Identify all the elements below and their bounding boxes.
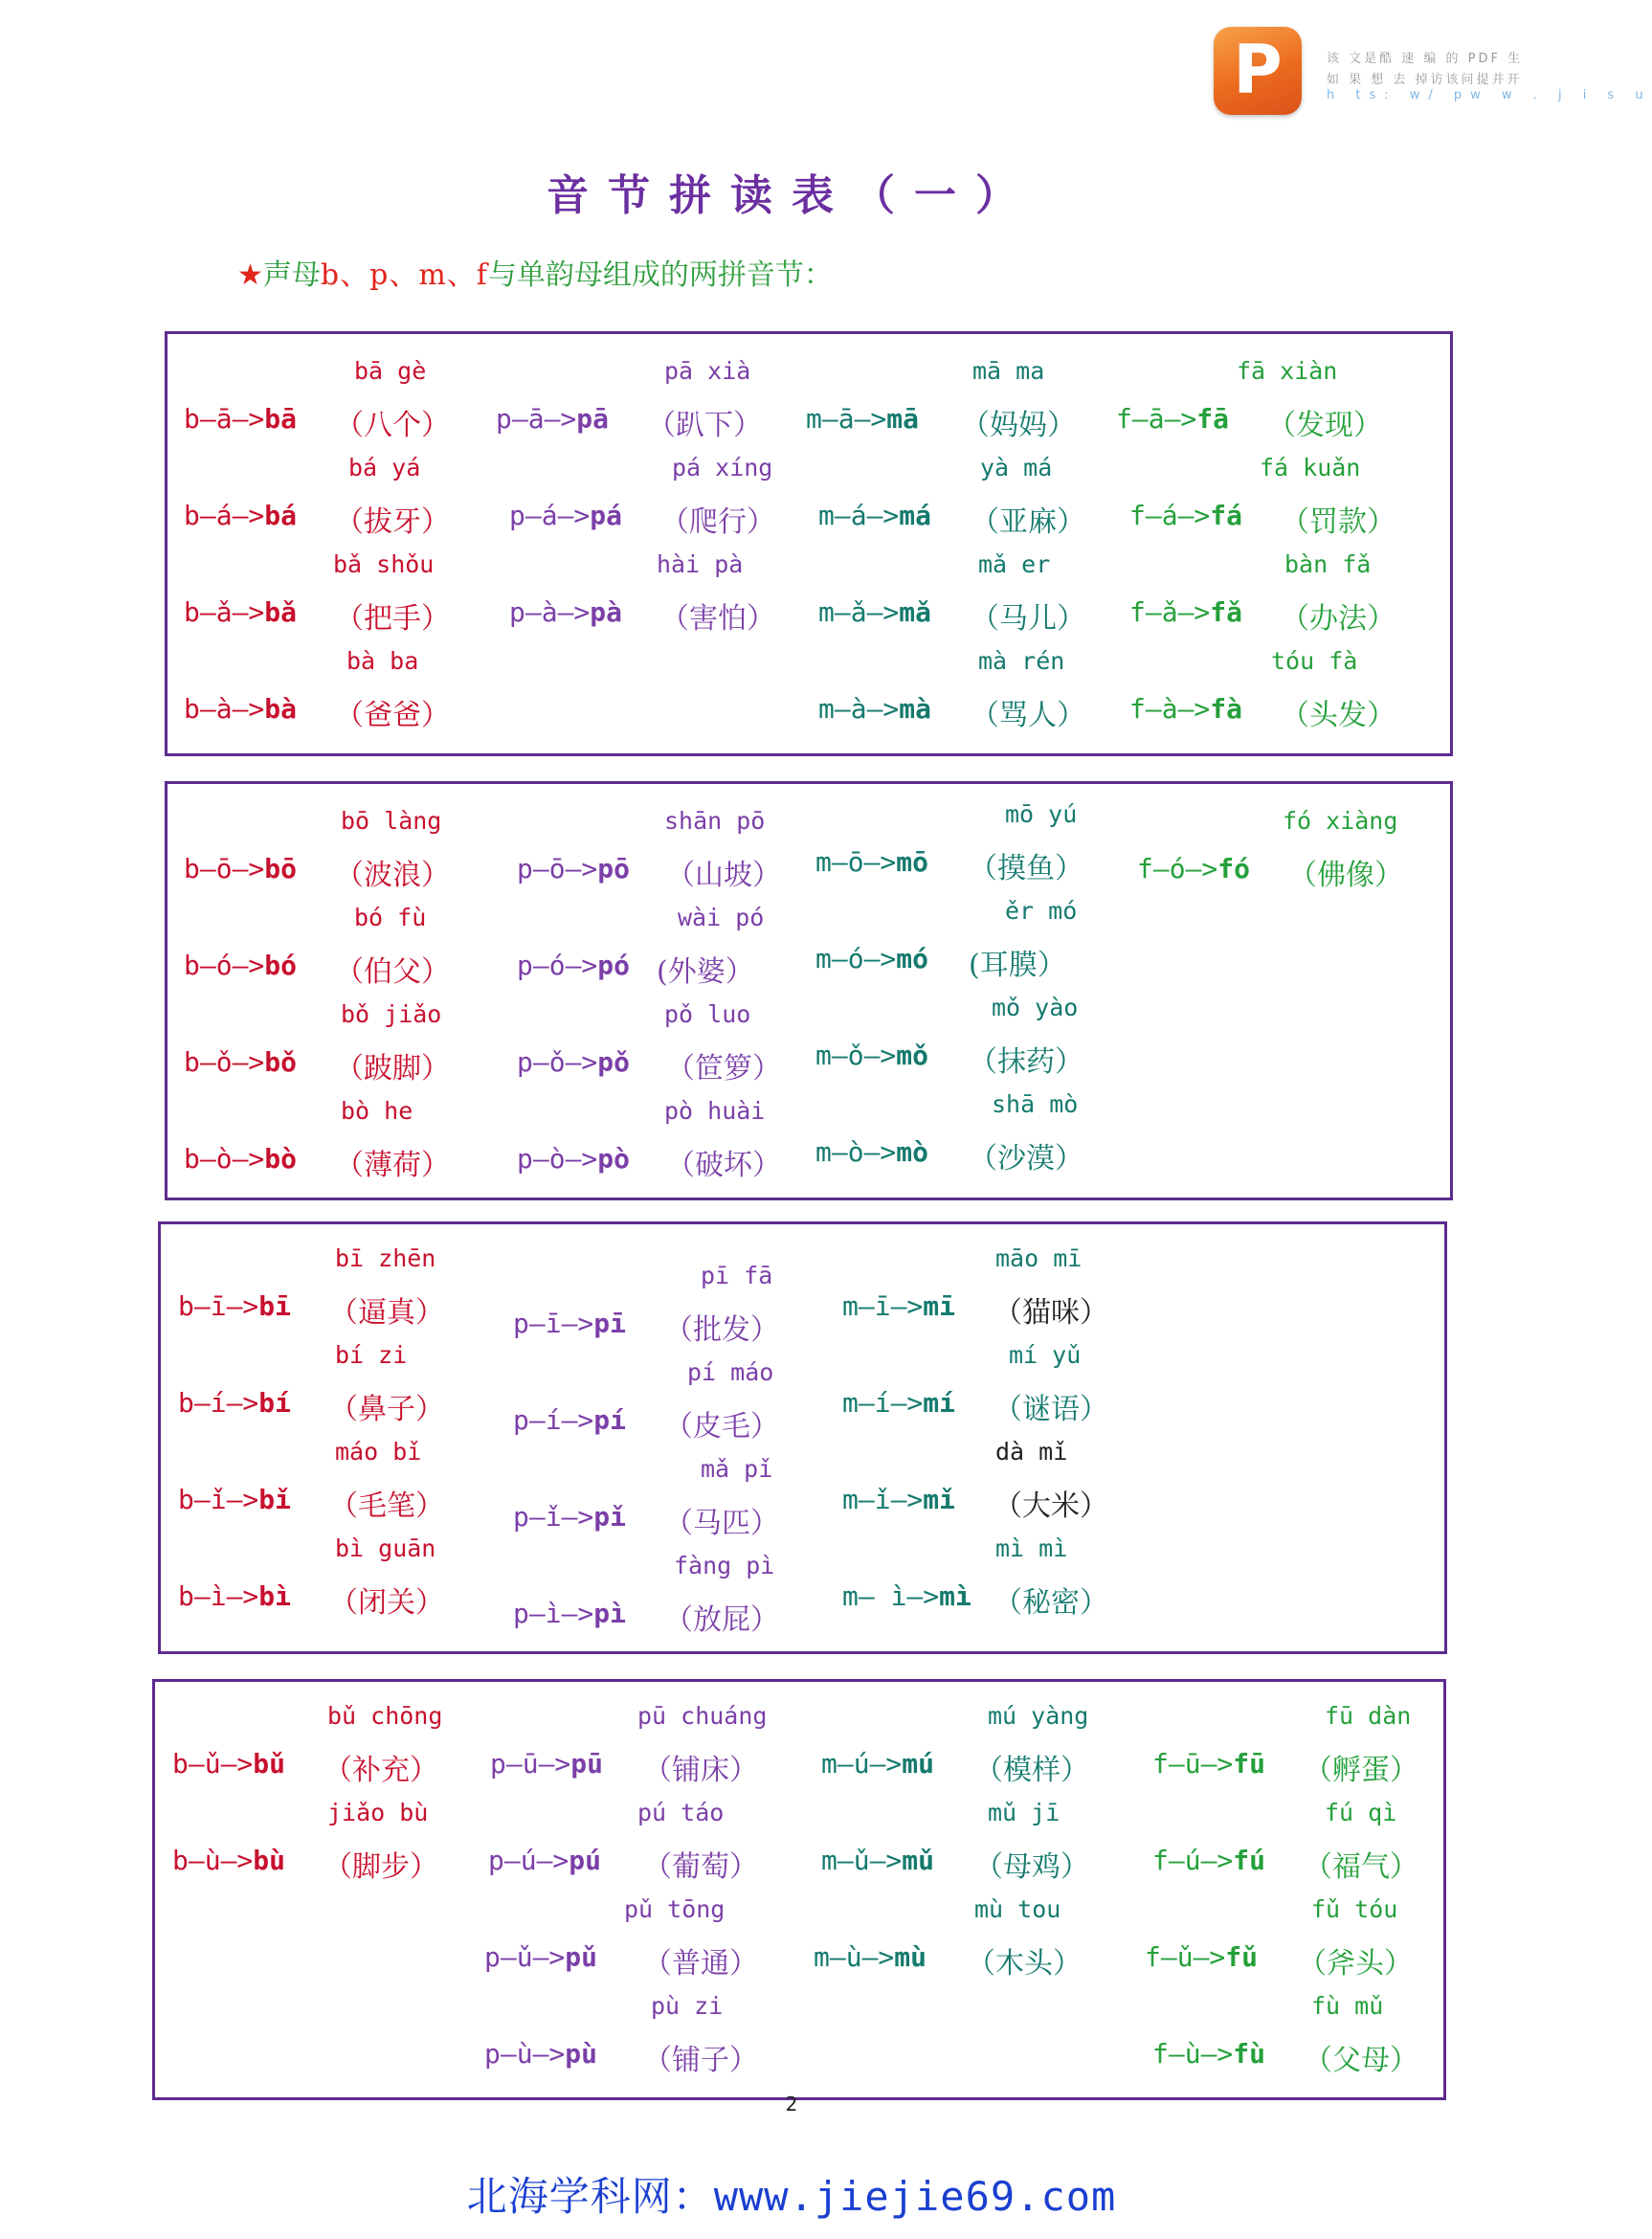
page-number: 2: [785, 2093, 798, 2116]
pinyin-label: fā xiàn: [1237, 357, 1338, 385]
chinese-word: （发现）: [1267, 409, 1382, 442]
spelling-row: m—ō—>mō: [815, 846, 929, 878]
watermark-line-1: 该 文是酷 速 编 的 PDF 生: [1327, 52, 1524, 66]
spelling-row: p—ō—>pō: [517, 853, 631, 884]
chinese-word: （伯父）: [335, 955, 450, 989]
chinese-word: （佛像）: [1288, 859, 1403, 892]
pinyin-label: pǒ luo: [664, 1000, 751, 1028]
chinese-word: （爬行）: [660, 505, 775, 539]
chinese-word: （补充）: [324, 1754, 438, 1787]
pinyin-label: fàng pì: [674, 1552, 775, 1579]
pinyin-label: fó xiàng: [1283, 807, 1398, 835]
chinese-word: （毛笔）: [329, 1489, 444, 1523]
chinese-word: （马匹）: [664, 1507, 779, 1540]
pinyin-label: pú táo: [637, 1799, 725, 1826]
spelling-row: m—ǎ—>mǎ: [818, 596, 932, 628]
pinyin-label: hài pà: [657, 550, 744, 578]
spelling-row: b—ó—>bó: [184, 950, 298, 981]
chinese-word: （福气）: [1304, 1850, 1418, 1884]
pinyin-label: ěr mó: [1005, 897, 1078, 925]
chinese-word: （头发）: [1281, 699, 1395, 732]
star-icon: ★: [237, 258, 263, 292]
pinyin-label: mǎ er: [978, 550, 1051, 578]
chinese-word: （父母）: [1304, 2044, 1418, 2077]
spelling-row: p—ù—>pù: [484, 2038, 598, 2070]
spelling-row: p—ó—>pó: [517, 950, 631, 981]
spelling-row: p—ú—>pú: [488, 1845, 602, 1876]
pinyin-label: mǎ pǐ: [701, 1455, 773, 1483]
chinese-word: （破坏）: [666, 1149, 781, 1182]
chinese-word: （皮毛）: [664, 1410, 779, 1444]
pinyin-label: mā ma: [972, 357, 1045, 385]
pinyin-label: bì guān: [335, 1534, 436, 1562]
pinyin-label: mō yú: [1005, 800, 1078, 828]
pinyin-label: wài pó: [678, 904, 765, 931]
pinyin-label: tóu fà: [1271, 647, 1358, 675]
spelling-row: f—ǎ—>fǎ: [1129, 596, 1243, 628]
footer-url[interactable]: www.jiejie69.com: [713, 2173, 1117, 2220]
spelling-row: b—í—>bí: [178, 1387, 292, 1419]
chinese-word: （爸爸）: [335, 699, 450, 732]
pinyin-label: bí zi: [335, 1341, 408, 1369]
chinese-word: （薄荷）: [335, 1149, 450, 1182]
chinese-word: （笸箩）: [666, 1052, 781, 1086]
spelling-row: f—ū—>fū: [1152, 1748, 1266, 1780]
spelling-row: p—ò—>pò: [517, 1143, 631, 1175]
spelling-row: p—í—>pí: [513, 1404, 627, 1436]
spelling-row: m—ǐ—>mǐ: [842, 1484, 956, 1515]
chinese-word: （谜语）: [993, 1393, 1108, 1426]
spelling-row: b—ò—>bò: [184, 1143, 298, 1175]
pinyin-label: mú yàng: [988, 1702, 1089, 1730]
chinese-word: (耳膜）: [969, 949, 1066, 982]
spelling-row: m—ù—>mù: [814, 1941, 927, 1973]
chinese-word: （跛脚）: [335, 1052, 450, 1086]
chinese-word: （猫咪）: [993, 1296, 1108, 1330]
subtitle-letters: b、p、m、f: [320, 258, 488, 292]
chinese-word: （母鸡）: [974, 1850, 1089, 1884]
chinese-word: （把手）: [335, 602, 450, 636]
spelling-row: p—ī—>pī: [513, 1308, 627, 1339]
chinese-word: （大米）: [993, 1489, 1108, 1523]
pinyin-label: shā mò: [992, 1090, 1079, 1118]
pinyin-label: bǒ jiǎo: [341, 1000, 442, 1028]
spelling-row: m—ǔ—>mǔ: [821, 1845, 935, 1876]
chinese-word: （铺床）: [643, 1754, 758, 1787]
chinese-word: （拔牙）: [335, 505, 450, 539]
chinese-word: （骂人）: [971, 699, 1085, 732]
section-subtitle: [237, 251, 833, 293]
spelling-row: p—ā—>pā: [496, 403, 610, 435]
pinyin-label: fǔ tóu: [1311, 1895, 1398, 1923]
pinyin-label: mí yǔ: [1009, 1341, 1082, 1369]
chinese-word: （铺子）: [643, 2044, 758, 2077]
spelling-row: m—à—>mà: [818, 693, 932, 725]
chinese-word: （模样）: [974, 1754, 1089, 1787]
chinese-word: （趴下）: [647, 409, 762, 442]
spelling-row: b—ù—>bù: [172, 1845, 286, 1876]
pinyin-label: bī zhēn: [335, 1244, 436, 1272]
pinyin-label: mǒ yào: [992, 994, 1079, 1021]
chinese-word: （脚步）: [324, 1850, 438, 1884]
pinyin-label: mù tou: [974, 1895, 1061, 1923]
table-box-u: [152, 1679, 1446, 2100]
table-box-o: [165, 781, 1453, 1200]
chinese-word: （罚款）: [1281, 505, 1395, 539]
spelling-row: p—ǐ—>pǐ: [513, 1501, 627, 1533]
page-title: 音节拼读表（一）: [547, 171, 1037, 220]
chinese-word: （八个）: [335, 409, 450, 442]
chinese-word: （秘密）: [993, 1586, 1108, 1620]
spelling-row: p—á—>pá: [509, 500, 623, 531]
pinyin-label: bō làng: [341, 807, 442, 835]
subtitle-suffix: 与单韵母组成的两拼音节：: [487, 258, 833, 292]
spelling-row: b—à—>bà: [184, 693, 298, 725]
chinese-word: （放屁）: [664, 1603, 779, 1637]
spelling-row: b—ì—>bì: [178, 1580, 292, 1612]
chinese-word: （葡萄）: [643, 1850, 758, 1884]
footer-label: 北海学科网：: [466, 2173, 714, 2220]
spelling-row: b—á—>bá: [184, 500, 298, 531]
chinese-word: （沙漠）: [969, 1142, 1083, 1175]
spelling-row: b—ǔ—>bǔ: [172, 1748, 286, 1780]
pinyin-label: pū chuáng: [637, 1702, 768, 1730]
pinyin-label: bà ba: [346, 647, 419, 675]
chinese-word: （木头）: [967, 1947, 1082, 1981]
chinese-word: （孵蛋）: [1304, 1754, 1418, 1787]
pinyin-label: jiǎo bù: [327, 1799, 429, 1826]
chinese-word: （闭关）: [329, 1586, 444, 1620]
spelling-row: b—ā—>bā: [184, 403, 298, 435]
chinese-word: （鼻子）: [329, 1393, 444, 1426]
pdf-app-logo: [1214, 27, 1302, 115]
chinese-word: （山坡）: [666, 859, 781, 892]
pinyin-label: pī fā: [701, 1262, 773, 1289]
pinyin-label: bá yá: [348, 454, 421, 481]
chinese-word: （亚麻）: [971, 505, 1085, 539]
spelling-row: f—ó—>fó: [1137, 853, 1251, 884]
spelling-row: p—à—>pà: [509, 596, 623, 628]
spelling-row: f—ǔ—>fǔ: [1145, 1941, 1259, 1973]
spelling-row: b—ō—>bō: [184, 853, 298, 884]
spelling-row: p—ǔ—>pǔ: [484, 1941, 598, 1973]
spelling-row: m— ì—>mì: [842, 1580, 971, 1612]
spelling-row: f—á—>fá: [1129, 500, 1243, 531]
pinyin-label: bǔ chōng: [327, 1702, 443, 1730]
pinyin-label: bàn fǎ: [1284, 550, 1372, 578]
chinese-word: (外婆）: [657, 955, 754, 989]
spelling-row: p—ǒ—>pǒ: [517, 1046, 631, 1078]
spelling-row: p—ì—>pì: [513, 1598, 627, 1629]
spelling-row: m—í—>mí: [842, 1387, 956, 1419]
chinese-word: （抹药）: [969, 1045, 1083, 1079]
chinese-word: （斧头）: [1298, 1947, 1413, 1981]
spelling-row: m—ī—>mī: [842, 1290, 956, 1322]
spelling-row: f—ú—>fú: [1152, 1845, 1266, 1876]
pinyin-label: mì mì: [995, 1534, 1068, 1562]
chinese-word: （害怕）: [660, 602, 775, 636]
spelling-row: f—à—>fà: [1129, 693, 1243, 725]
pinyin-label: bā gè: [354, 357, 427, 385]
chinese-word: （普通）: [643, 1947, 758, 1981]
pinyin-label: pǔ tōng: [624, 1895, 726, 1923]
pinyin-label: shān pō: [664, 807, 766, 835]
pinyin-label: pò huài: [664, 1097, 766, 1125]
pinyin-label: fú qì: [1325, 1799, 1397, 1826]
pinyin-label: fá kuǎn: [1260, 454, 1361, 481]
pinyin-label: bò he: [341, 1097, 413, 1125]
spelling-row: m—ó—>mó: [815, 943, 929, 974]
watermark-line-3: h ts: w/ pw w . j i s u: [1327, 88, 1652, 102]
chinese-word: （摸鱼）: [969, 852, 1083, 885]
spelling-row: b—ī—>bī: [178, 1290, 292, 1322]
spelling-row: f—ā—>fā: [1116, 403, 1230, 435]
chinese-word: （妈妈）: [961, 409, 1076, 442]
spelling-row: m—ǒ—>mǒ: [815, 1040, 929, 1071]
spelling-row: p—ū—>pū: [490, 1748, 604, 1780]
pinyin-label: bǎ shǒu: [333, 550, 435, 578]
pinyin-label: pā xià: [664, 357, 751, 385]
pinyin-label: bó fù: [354, 904, 427, 931]
pinyin-label: mǔ jī: [988, 1799, 1060, 1826]
pinyin-label: pí máo: [687, 1358, 774, 1386]
spelling-row: b—ǐ—>bǐ: [178, 1484, 292, 1515]
spelling-row: f—ù—>fù: [1152, 2038, 1266, 2070]
chinese-word: （批发）: [664, 1313, 779, 1347]
chinese-word: （波浪）: [335, 859, 450, 892]
pinyin-label: dà mǐ: [995, 1438, 1068, 1466]
pinyin-label: pù zi: [651, 1992, 724, 2020]
footer-banner: [0, 2165, 1583, 2223]
pinyin-label: pá xíng: [672, 454, 773, 481]
pinyin-label: māo mī: [995, 1244, 1083, 1272]
spelling-row: b—ǒ—>bǒ: [184, 1046, 298, 1078]
pinyin-label: mà rén: [978, 647, 1065, 675]
logo-letter: P: [1233, 31, 1283, 109]
spelling-row: b—ǎ—>bǎ: [184, 596, 298, 628]
pinyin-label: fù mǔ: [1311, 1992, 1384, 2020]
chinese-word: （逼真）: [329, 1296, 444, 1330]
chinese-word: （马儿）: [971, 602, 1085, 636]
pinyin-label: yà má: [980, 454, 1053, 481]
watermark-line-2: 如 果 想 去 掉访该问提并开: [1327, 73, 1523, 87]
pinyin-label: fū dàn: [1325, 1702, 1412, 1730]
subtitle-prefix: 声母: [262, 258, 321, 292]
spelling-row: m—ú—>mú: [821, 1748, 935, 1780]
chinese-word: （办法）: [1281, 602, 1395, 636]
spelling-row: m—ā—>mā: [806, 403, 920, 435]
spelling-row: m—á—>má: [818, 500, 932, 531]
spelling-row: m—ò—>mò: [815, 1136, 929, 1168]
pinyin-label: máo bǐ: [335, 1438, 422, 1466]
